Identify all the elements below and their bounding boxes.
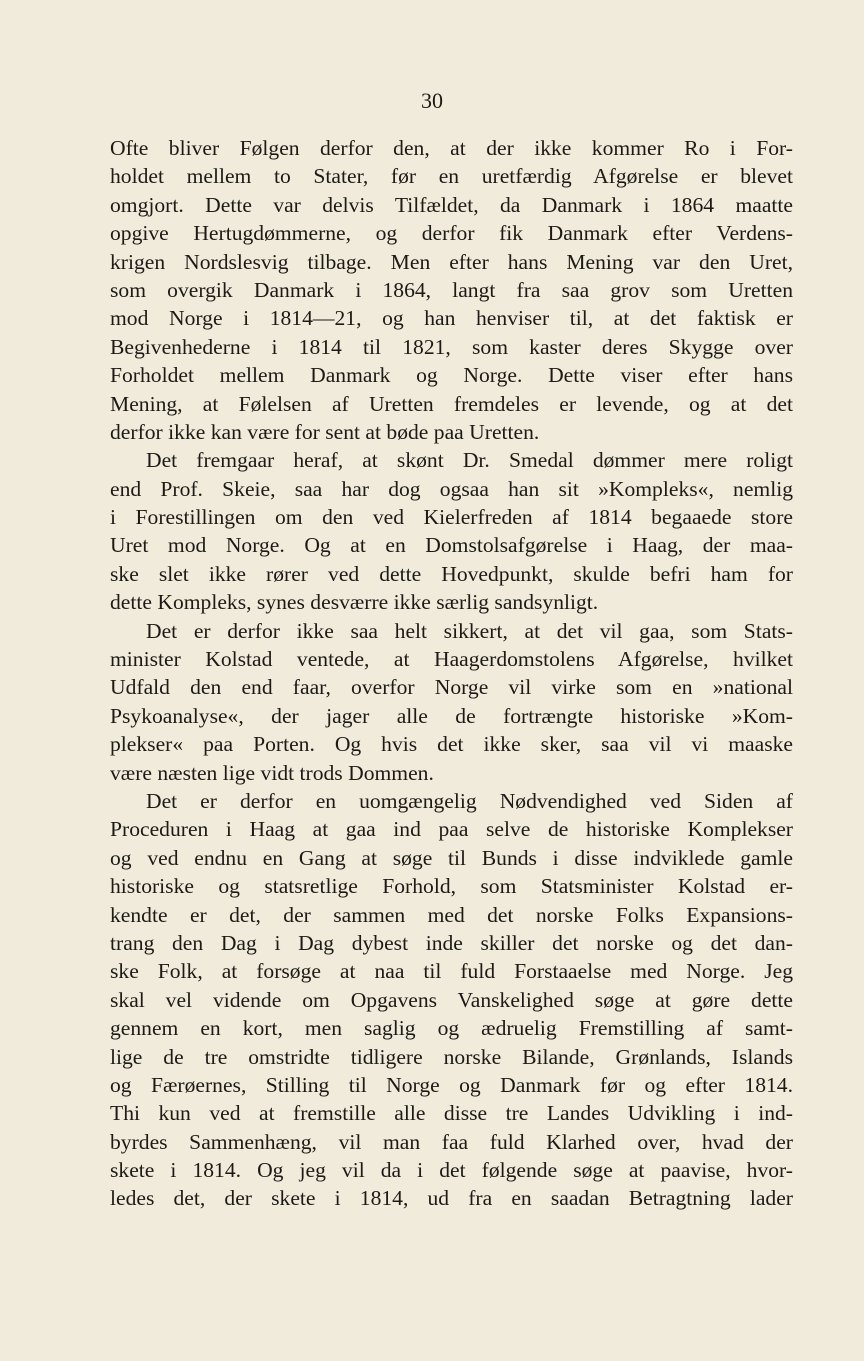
text-line: Uret mod Norge. Og at en Domstolsafgørelse i Haag, der maa- — [110, 533, 793, 558]
text-line: minister Kolstad ventede, at Haagerdomstolens Afgørelse, hvilket — [110, 647, 793, 672]
text-line: lige de tre omstridte tidligere norske Bilande, Grønlands, Islands — [110, 1044, 793, 1069]
text-line: Det fremgaar heraf, at skønt Dr. Smedal dømmer mere roligt — [146, 448, 793, 473]
text-line: mod Norge i 1814—21, og han henviser til, at det faktisk er — [110, 306, 793, 331]
text-line: være næsten lige vidt trods Dommen. — [110, 760, 434, 785]
paragraph-1 — [110, 134, 793, 446]
text-line: kendte er det, der sammen med det norske Folks Expansions- — [110, 902, 793, 927]
text-line: end Prof. Skeie, saa har dog ogsaa han sit »Kompleks«, nemlig — [110, 476, 793, 501]
text-line: Det er derfor en uomgængelig Nødvendighed ved Siden af — [146, 788, 793, 813]
text-line: dette Kompleks, synes desværre ikke særlig sandsynligt. — [110, 590, 599, 615]
text-line: ske slet ikke rører ved dette Hovedpunkt, skulde befri ham for — [110, 561, 793, 586]
text-line: trang den Dag i Dag dybest inde skiller det norske og det dan- — [110, 930, 793, 955]
paragraph-4 — [110, 787, 793, 1213]
text-line: byrdes Sammenhæng, vil man faa fuld Klarhed over, hvad der — [110, 1129, 793, 1154]
text-line: Forholdet mellem Danmark og Norge. Dette viser efter hans — [110, 363, 793, 388]
paragraph-2 — [110, 446, 793, 616]
text-line: som overgik Danmark i 1864, langt fra saa grov som Uretten — [110, 277, 793, 302]
text-line: Psykoanalyse«, der jager alle de fortrængte historiske »Kom- — [110, 703, 793, 728]
text-line: historiske og statsretlige Forhold, som Statsminister Kolstad er- — [110, 874, 793, 899]
text-line: derfor ikke kan være for sent at bøde paa Uretten. — [110, 419, 540, 444]
text-line: i Forestillingen om den ved Kielerfreden af 1814 begaaede store — [110, 505, 793, 530]
text-line: plekser« paa Porten. Og hvis det ikke sker, saa vil vi maaske — [110, 732, 793, 757]
text-line: holdet mellem to Stater, før en uretfærdig Afgørelse er blevet — [110, 164, 793, 189]
text-line: Udfald den end faar, overfor Norge vil virke som en »national — [110, 675, 793, 700]
text-line: gennem en kort, men saglig og ædruelig Fremstilling af samt- — [110, 1016, 793, 1041]
text-line: ske Folk, at forsøge at naa til fuld Forstaaelse med Norge. Jeg — [110, 959, 793, 984]
text-line: Ofte bliver Følgen derfor den, at der ikke kommer Ro i For- — [110, 136, 793, 160]
body-text — [110, 134, 793, 1213]
text-line: opgive Hertugdømmerne, og derfor fik Danmark efter Verdens- — [110, 221, 793, 246]
text-line: krigen Nordslesvig tilbage. Men efter hans Mening var den Uret, — [110, 249, 793, 274]
text-line: og ved endnu en Gang at søge til Bunds i disse indviklede gamle — [110, 845, 793, 870]
text-line: skete i 1814. Og jeg vil da i det følgende søge at paavise, hvor- — [110, 1158, 793, 1183]
text-line: Det er derfor ikke saa helt sikkert, at det vil gaa, som Stats- — [146, 618, 793, 643]
text-line: ledes det, der skete i 1814, ud fra en saadan Betragtning lader — [110, 1186, 793, 1211]
text-line: skal vel vidende om Opgavens Vanskelighed søge at gøre dette — [110, 987, 793, 1012]
paragraph-3 — [110, 617, 793, 787]
text-line: Begivenhederne i 1814 til 1821, som kaster deres Skygge over — [110, 334, 793, 359]
text-line: og Færøernes, Stilling til Norge og Danmark før og efter 1814. — [110, 1072, 793, 1097]
text-line: Proceduren i Haag at gaa ind paa selve de historiske Komplekser — [110, 817, 793, 842]
page-number: 30 — [421, 88, 443, 113]
text-line: Thi kun ved at fremstille alle disse tre Landes Udvikling i ind- — [110, 1101, 793, 1126]
text-line: Mening, at Følelsen af Uretten fremdeles er levende, og at det — [110, 391, 793, 416]
text-line: omgjort. Dette var delvis Tilfældet, da Danmark i 1864 maatte — [110, 192, 793, 217]
